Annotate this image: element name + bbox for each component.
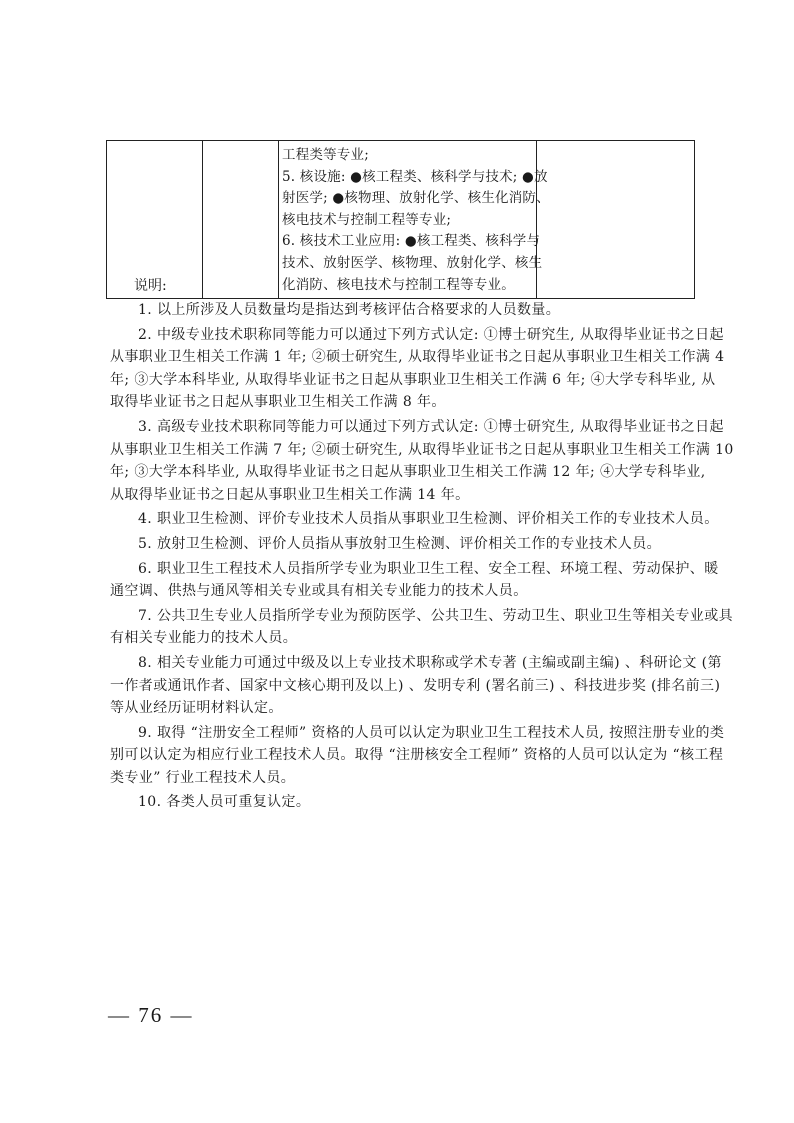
note-item xyxy=(110,324,725,414)
specialties-line: 6. 核技术工业应用: ●核工程类、核科学与 xyxy=(282,233,541,250)
note-line: 年; ③大学本科毕业, 从取得毕业证书之日起从事职业卫生相关工作满 12 年; ④大学专科毕业, xyxy=(110,464,706,481)
note-line: 5. 放射卫生检测、评价人员指从事放射卫生检测、评价相关工作的专业技术人员。 xyxy=(138,535,662,552)
note-line: 年; ③大学本科毕业, 从取得毕业证书之日起从事职业卫生相关工作满 6 年; ④大学专科毕业, 从 xyxy=(110,371,716,388)
notes-title: 说明: xyxy=(134,278,167,294)
notes-section xyxy=(110,275,734,814)
specialties-line: 技术、放射医学、核物理、放射化学、核生 xyxy=(282,254,543,271)
note-item xyxy=(110,416,734,506)
note-item xyxy=(110,652,722,720)
note-item xyxy=(110,722,725,790)
note-line: 4. 职业卫生检测、评价专业技术人员指从事职业卫生检测、评价相关工作的专业技术人员。 xyxy=(138,511,719,528)
note-line: 取得毕业证书之日起从事职业卫生相关工作满 8 年。 xyxy=(110,394,446,411)
specialties-line: 5. 核设施: ●核工程类、核科学与技术; ●放 xyxy=(282,168,548,185)
note-line: 1. 以上所涉及人员数量均是指达到考核评估合格要求的人员数量。 xyxy=(138,302,561,318)
note-item xyxy=(110,605,734,650)
note-line: 10. 各类人员可重复认定。 xyxy=(138,794,311,811)
specialties-line: 工程类等专业; xyxy=(282,147,369,163)
note-line: 2. 中级专业技术职称同等能力可以通过下列方式认定: ①博士研究生, 从取得毕业证书之日起 xyxy=(138,326,724,343)
note-line: 通空调、供热与通风等相关专业或具有相关专业能力的技术人员。 xyxy=(110,583,528,600)
specialties-line: 化消防、核电技术与控制工程等专业。 xyxy=(282,276,515,293)
note-line: 从事职业卫生相关工作满 7 年; ②硕士研究生, 从取得毕业证书之日起从事职业卫生相关工作满 10 xyxy=(110,441,734,458)
note-line: 8. 相关专业能力可通过中级及以上专业技术职称或学术专著 (主编或副主编) 、科研论文 (第 xyxy=(138,654,722,671)
note-line: 3. 高级专业技术职称同等能力可以通过下列方式认定: ①博士研究生, 从取得毕业证书之日起 xyxy=(138,418,724,435)
notes-list xyxy=(110,299,734,814)
note-line: 从事职业卫生相关工作满 1 年; ②硕士研究生, 从取得毕业证书之日起从事职业卫生相关工作满 4 xyxy=(110,349,725,366)
note-line: 9. 取得 “注册安全工程师” 资格的人员可以认定为职业卫生工程技术人员, 按照注册专业的类 xyxy=(138,724,725,741)
note-item xyxy=(110,533,690,556)
page-number: — 76 — xyxy=(108,1003,194,1027)
note-item xyxy=(110,791,690,814)
specialties-line: 核电技术与控制工程等专业; xyxy=(282,211,452,228)
note-line: 从取得毕业证书之日起从事职业卫生相关工作满 14 年。 xyxy=(110,486,470,503)
note-line: 类专业” 行业工程技术人员。 xyxy=(110,769,296,786)
specialties-line: 射医学; ●核物理、放射化学、核生化消防、 xyxy=(282,190,550,207)
note-item xyxy=(110,508,719,531)
note-line: 6. 职业卫生工程技术人员指所学专业为职业卫生工程、安全工程、环境工程、劳动保护、暖 xyxy=(138,560,719,577)
note-line: 有相关专业能力的技术人员。 xyxy=(110,630,298,647)
note-line: 7. 公共卫生专业人员指所学专业为预防医学、公共卫生、劳动卫生、职业卫生等相关专业或具 xyxy=(138,607,734,624)
note-item xyxy=(110,299,690,322)
note-line: 等从业经历证明材料认定。 xyxy=(110,700,283,717)
note-line: 一作者或通讯作者、国家中文核心期刊及以上) 、发明专利 (署名前三) 、科技进步奖 (排名前三) xyxy=(110,677,721,694)
note-item xyxy=(110,558,719,603)
note-line: 别可以认定为相应行业工程技术人员。取得 “注册核安全工程师” 资格的人员可以认定为 “核工程 xyxy=(110,747,724,764)
